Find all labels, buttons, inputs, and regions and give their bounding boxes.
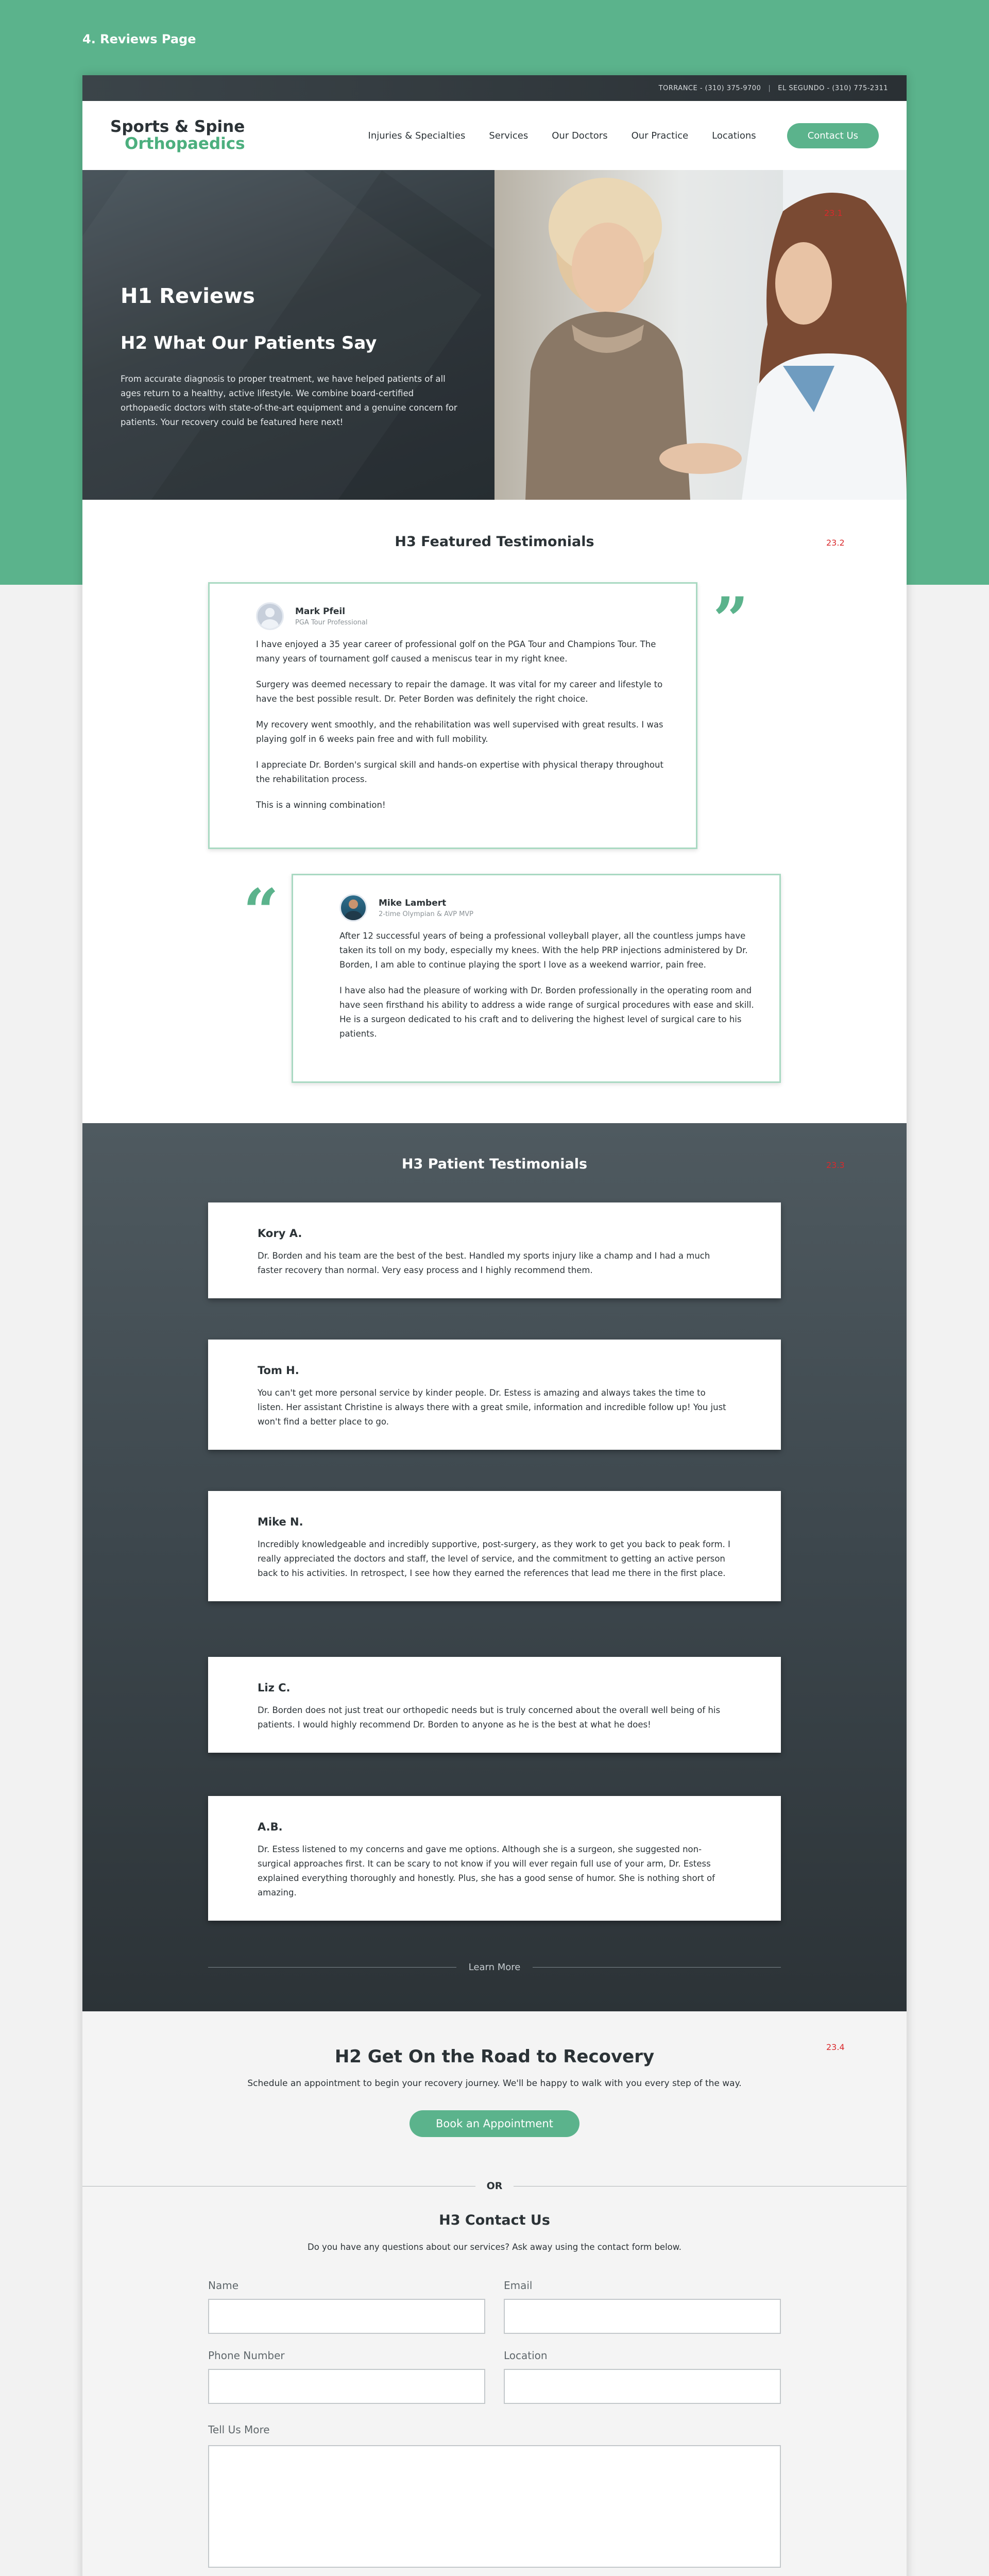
reviewer-name: Kory A. — [258, 1227, 302, 1240]
testimonial-role: 2-time Olympian & AVP MVP — [379, 910, 474, 918]
section-number: 23.4 — [826, 2042, 845, 2052]
doctor-patient-photo — [494, 170, 907, 500]
review-text: Dr. Estess listened to my concerns and gave me options. Although she is a surgeon, she suggested non-surgical approaches first. It can be scary to not know if you will ever regain full use of your arm, Dr. Estess explained everything thoroughly and honestly. Plus, she has a good sense of humor. She is nothing short of amazing. — [258, 1844, 715, 1897]
phone-label: Phone Number — [208, 2349, 285, 2362]
reviewer-name: Tom H. — [258, 1364, 299, 1377]
reviewer-name: Liz C. — [258, 1682, 291, 1694]
nav-item-locations[interactable]: Locations — [712, 130, 756, 141]
review-text: Dr. Borden does not just treat our orthopedic needs but is truly concerned about the overall well being of his patients. I would highly recommend Dr. Borden to anyone as he is the best at what he does! — [258, 1705, 721, 1730]
logo[interactable] — [110, 118, 245, 152]
testimonial-paragraph: I appreciate Dr. Borden's surgical skill and hands-on expertise with physical therapy throughout the rehabilitation process. — [256, 760, 663, 784]
phone-el-segundo[interactable]: EL SEGUNDO - (310) 775-2311 — [778, 84, 888, 92]
contact-title: H3 Contact Us — [439, 2212, 550, 2228]
contact-us-button[interactable]: Contact Us — [787, 123, 879, 148]
phone-torrance[interactable]: TORRANCE - (310) 375-9700 — [658, 84, 761, 92]
testimonial-name: Mark Pfeil — [295, 606, 346, 617]
top-bar — [82, 75, 907, 101]
featured-testimonials-section — [82, 500, 907, 1123]
review-text: Incredibly knowledgeable and incredibly supportive, post-surgery, as they work to get you back to peak form. I really appreciated the doctors and staff, the level of service, and the commitment to getting an active person back to his activities. In retrospect, I see how they earned the references that lead me there in the first place. — [258, 1539, 730, 1578]
or-label: OR — [486, 2180, 503, 2192]
open-quote-icon: “ — [243, 875, 279, 948]
testimonial-name: Mike Lambert — [379, 897, 447, 908]
testimonial-paragraph: Surgery was deemed necessary to repair the damage. It was vital for my career and lifestyle to have the best possible result. Dr. Peter Borden was definitely the right choice. — [256, 680, 663, 704]
recovery-paragraph: Schedule an appointment to begin your recovery journey. We'll be happy to walk with you every step of the way. — [247, 2078, 742, 2089]
logo-line-1: Sports & Spine — [110, 117, 245, 137]
learn-more-row — [208, 1962, 781, 1973]
section-number: 23.3 — [826, 1160, 845, 1170]
close-quote-icon: ” — [713, 584, 749, 656]
book-appointment-button[interactable]: Book an Appointment — [410, 2110, 579, 2137]
patients-title: H3 Patient Testimonials — [401, 1156, 588, 1172]
reviewer-name: A.B. — [258, 1821, 283, 1833]
patient-testimonials-section — [82, 1123, 907, 2011]
page-frame — [82, 75, 907, 2576]
page-label: 4. Reviews Page — [82, 32, 196, 46]
name-label: Name — [208, 2279, 239, 2292]
avatar — [339, 894, 367, 922]
testimonial-role: PGA Tour Professional — [295, 618, 368, 626]
recovery-title: H2 Get On the Road to Recovery — [334, 2046, 655, 2067]
learn-more-link[interactable]: Learn More — [468, 1962, 521, 1973]
testimonial-card — [208, 1491, 781, 1601]
message-label: Tell Us More — [208, 2424, 270, 2436]
testimonial-paragraph: My recovery went smoothly, and the rehabilitation was well supervised with great results. I was playing golf in 6 weeks pain free and with full mobility. — [256, 720, 663, 744]
name-field[interactable] — [208, 2299, 485, 2334]
main-nav — [82, 101, 907, 170]
hero-paragraph: From accurate diagnosis to proper treatment, we have helped patients of all ages return to a healthy, active lifestyle. We combine board-certified orthopaedic doctors with state-of-the-art equipment and a genuine concern for patients. Your recovery could be featured here next! — [121, 374, 457, 427]
testimonial-paragraph: This is a winning combination! — [256, 800, 386, 810]
avatar — [256, 602, 284, 630]
nav-item-practice[interactable]: Our Practice — [631, 130, 689, 141]
message-textarea[interactable] — [208, 2445, 781, 2568]
review-text: You can't get more personal service by kinder people. Dr. Estess is amazing and always takes the time to listen. Her assistant Christine is always there with a great smile, information and incredible follow up! You just won't find a better place to go. — [258, 1388, 726, 1427]
hero-subtitle: H2 What Our Patients Say — [121, 333, 377, 353]
section-number: 23.2 — [826, 538, 845, 548]
or-divider — [82, 2180, 907, 2192]
testimonial-paragraph: After 12 successful years of being a professional volleyball player, all the countless jumps have taken its toll on my body, especially my knees. With the help PRP injections administered by Dr. Borden, I am able to continue playing the sport I love as a weekend warrior, pain free. — [339, 931, 748, 970]
contact-paragraph: Do you have any questions about our services? Ask away using the contact form below. — [308, 2242, 681, 2252]
review-text: Dr. Borden and his team are the best of the best. Handled my sports injury like a champ and I had a much faster recovery than normal. Very easy process and I highly recommend them. — [258, 1251, 710, 1275]
separator: | — [768, 84, 771, 92]
featured-testimonial-card — [208, 582, 697, 849]
section-number: 23.1 — [824, 208, 843, 218]
contact-section — [82, 2011, 907, 2576]
reviewer-name: Mike N. — [258, 1516, 303, 1528]
testimonial-card — [208, 1796, 781, 1921]
location-label: Location — [504, 2349, 548, 2362]
email-field[interactable] — [504, 2299, 781, 2334]
testimonial-paragraph: I have enjoyed a 35 year career of professional golf on the PGA Tour and Champions Tour. The many years of tournament golf caused a meniscus tear in my right knee. — [256, 639, 656, 664]
location-field[interactable] — [504, 2369, 781, 2404]
phone-field[interactable] — [208, 2369, 485, 2404]
logo-line-2: Orthopaedics — [125, 134, 245, 153]
nav-item-services[interactable]: Services — [489, 130, 528, 141]
page-title: H1 Reviews — [121, 284, 255, 308]
hero-photo — [494, 170, 907, 500]
featured-testimonial-card — [292, 874, 781, 1083]
testimonial-card — [208, 1340, 781, 1450]
hero-section — [82, 170, 907, 500]
hero-text-panel — [82, 170, 494, 500]
testimonial-card — [208, 1657, 781, 1753]
testimonial-paragraph: I have also had the pleasure of working with Dr. Borden professionally in the operating room and have seen firsthand his ability to address a wide range of surgical procedures with ease and skill. He is a surgeon dedicated to his craft and to delivering the highest level of surgical care to his patients. — [339, 986, 754, 1039]
nav-item-injuries[interactable]: Injuries & Specialties — [368, 130, 466, 141]
email-label: Email — [504, 2279, 533, 2292]
featured-title: H3 Featured Testimonials — [395, 534, 594, 550]
testimonial-card — [208, 1202, 781, 1298]
nav-menu — [368, 123, 879, 148]
nav-item-doctors[interactable]: Our Doctors — [552, 130, 608, 141]
